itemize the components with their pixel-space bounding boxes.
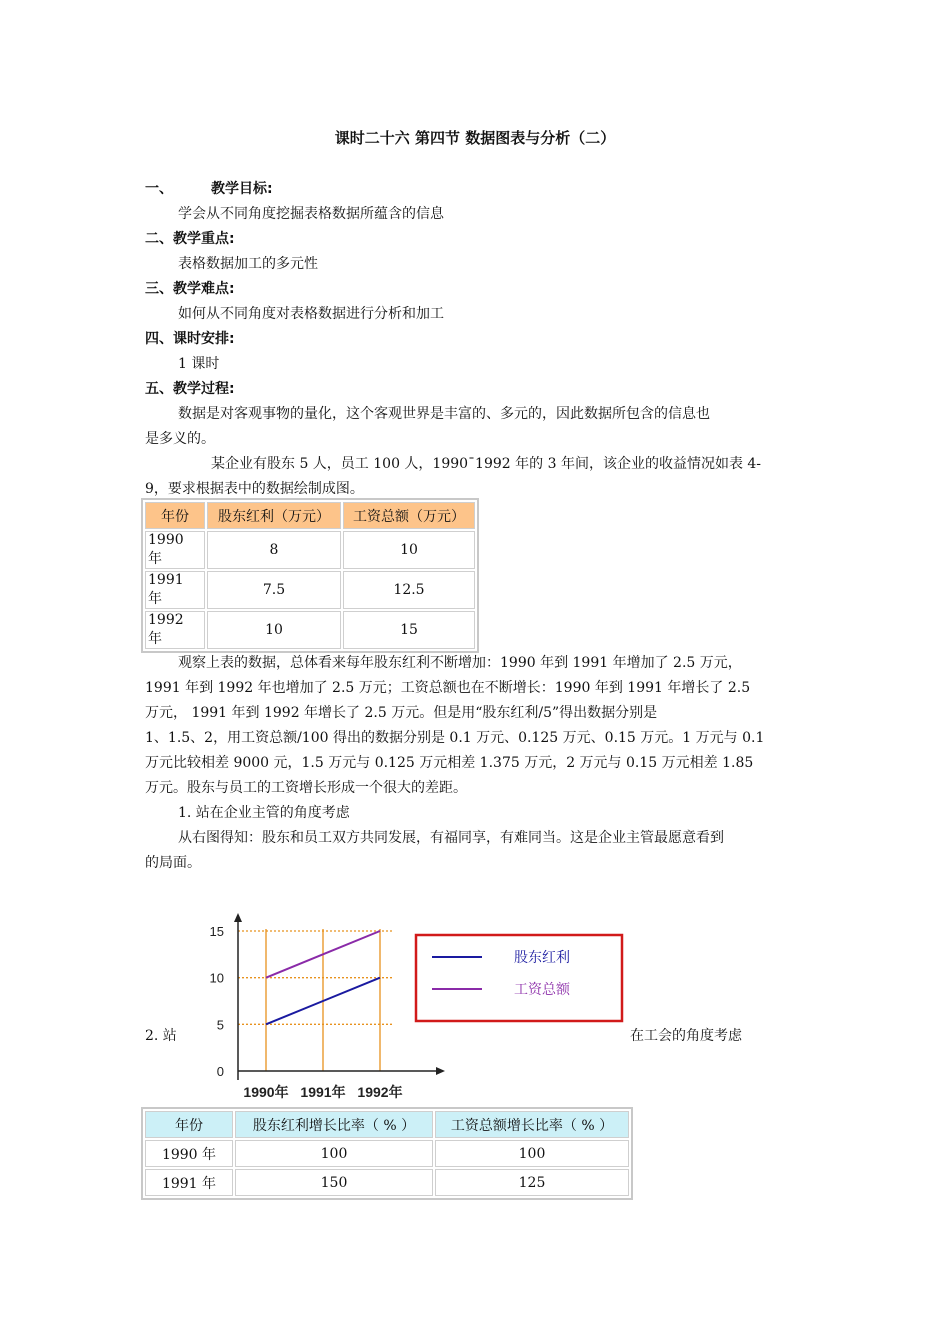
table-cell: 12.5 [343, 571, 475, 609]
table-cell: 125 [435, 1169, 629, 1196]
section-2-heading: 二、教学重点: [145, 231, 235, 247]
table-header-cell: 股东红利增长比率（ % ） [235, 1111, 433, 1138]
point-2-prefix: 2. 站 [145, 1028, 177, 1044]
intro-line-1: 数据是对客观事物的量化，这个客观世界是丰富的、多元的，因此数据所包含的信息也 [178, 406, 710, 422]
table-cell: 1990 年 [145, 1140, 233, 1167]
table-cell: 150 [235, 1169, 433, 1196]
y-tick-label: 5 [216, 1017, 224, 1033]
table-row [145, 1169, 629, 1196]
y-tick-labels [210, 924, 224, 1079]
x-tick-label: 1992年 [357, 1084, 403, 1100]
section-1-heading: 教学目标: [211, 181, 273, 197]
analysis-line-4: 1、1.5、2，用工资总额/100 得出的数据分别是 0.1 万元、0.125 万元、0.15 万元。1 万元与 0.1 [145, 730, 765, 746]
section-3-body: 如何从不同角度对表格数据进行分析和加工 [178, 306, 444, 322]
section-4-heading: 四、课时安排: [145, 331, 235, 347]
table-header-row [145, 502, 475, 529]
analysis-line-3: 万元， 1991 年到 1992 年增长了 2.5 万元。但是用“股东红利/5”得出数据分别是 [145, 705, 658, 721]
table-row [145, 531, 475, 569]
table-cell: 100 [435, 1140, 629, 1167]
table-cell: 7.5 [207, 571, 341, 609]
legend-label: 工资总额 [514, 982, 570, 998]
section-1-number: 一、 [145, 181, 173, 197]
table-row [145, 1140, 629, 1167]
table-header-cell: 股东红利（万元） [207, 502, 341, 529]
table-cell: 1990 年 [145, 531, 205, 569]
chart-gridlines [238, 929, 392, 1071]
section-5-heading: 五、教学过程: [145, 381, 235, 397]
intro-line-3: 某企业有股东 5 人，员工 100 人，1990¯1992 年的 3 年间，该企业的收益情况如表 4- [211, 456, 762, 472]
table-cell: 1991 年 [145, 1169, 233, 1196]
table-row [145, 611, 475, 649]
table-cell: 100 [235, 1140, 433, 1167]
revenue-table [141, 498, 479, 653]
table-header-cell: 年份 [145, 1111, 233, 1138]
section-1-body: 学会从不同角度挖掘表格数据所蕴含的信息 [178, 206, 444, 222]
table-cell: 15 [343, 611, 475, 649]
x-tick-label: 1990年 [243, 1084, 289, 1100]
analysis-line-5: 万元比较相差 9000 元，1.5 万元与 0.125 万元相差 1.375 万元，2 万元与 0.15 万元相差 1.85 [145, 755, 754, 771]
legend-label: 股东红利 [514, 950, 570, 966]
dividend-wage-line-chart [200, 905, 630, 1105]
page-title: 课时二十六 第四节 数据图表与分析（二） [334, 129, 616, 147]
section-2-body: 表格数据加工的多元性 [178, 256, 318, 272]
y-tick-label: 15 [209, 924, 224, 939]
point-1-line-1: 从右图得知：股东和员工双方共同发展，有福同享，有难同当。这是企业主管最愿意看到 [178, 830, 724, 846]
intro-line-4: 9，要求根据表中的数据绘制成图。 [145, 481, 364, 497]
table-header-cell: 工资总额增长比率（ % ） [435, 1111, 629, 1138]
analysis-line-6: 万元。股东与员工的工资增长形成一个很大的差距。 [145, 780, 467, 796]
table-header-row [145, 1111, 629, 1138]
intro-line-2: 是多义的。 [145, 431, 215, 447]
x-axis-arrow-icon [436, 1067, 445, 1075]
table-header-cell: 年份 [145, 502, 205, 529]
x-tick-label: 1991年 [300, 1084, 346, 1100]
table-header-cell: 工资总额（万元） [343, 502, 475, 529]
analysis-line-1: 观察上表的数据，总体看来每年股东红利不断增加：1990 年到 1991 年增加了 2.5 万元， [178, 655, 742, 671]
table-row [145, 571, 475, 609]
growth-rate-table [141, 1107, 633, 1200]
x-tick-labels [243, 1084, 402, 1100]
section-3-heading: 三、教学难点: [145, 281, 235, 297]
table-cell: 1991 年 [145, 571, 205, 609]
point-2-suffix: 在工会的角度考虑 [630, 1028, 742, 1044]
y-tick-label: 10 [209, 970, 224, 986]
table-cell: 10 [207, 611, 341, 649]
y-axis-arrow-icon [234, 913, 242, 922]
analysis-line-2: 1991 年到 1992 年也增加了 2.5 万元；工资总额也在不断增长：1990 年到 1991 年增长了 2.5 [145, 680, 751, 696]
table-cell: 1992 年 [145, 611, 205, 649]
section-4-body: 1 课时 [178, 356, 220, 372]
y-tick-label: 0 [216, 1064, 224, 1079]
chart-legend-box [416, 935, 622, 1021]
table-cell: 10 [343, 531, 475, 569]
point-1-line-2: 的局面。 [145, 855, 201, 871]
point-1-label: 1. 站在企业主管的角度考虑 [178, 805, 350, 821]
table-cell: 8 [207, 531, 341, 569]
